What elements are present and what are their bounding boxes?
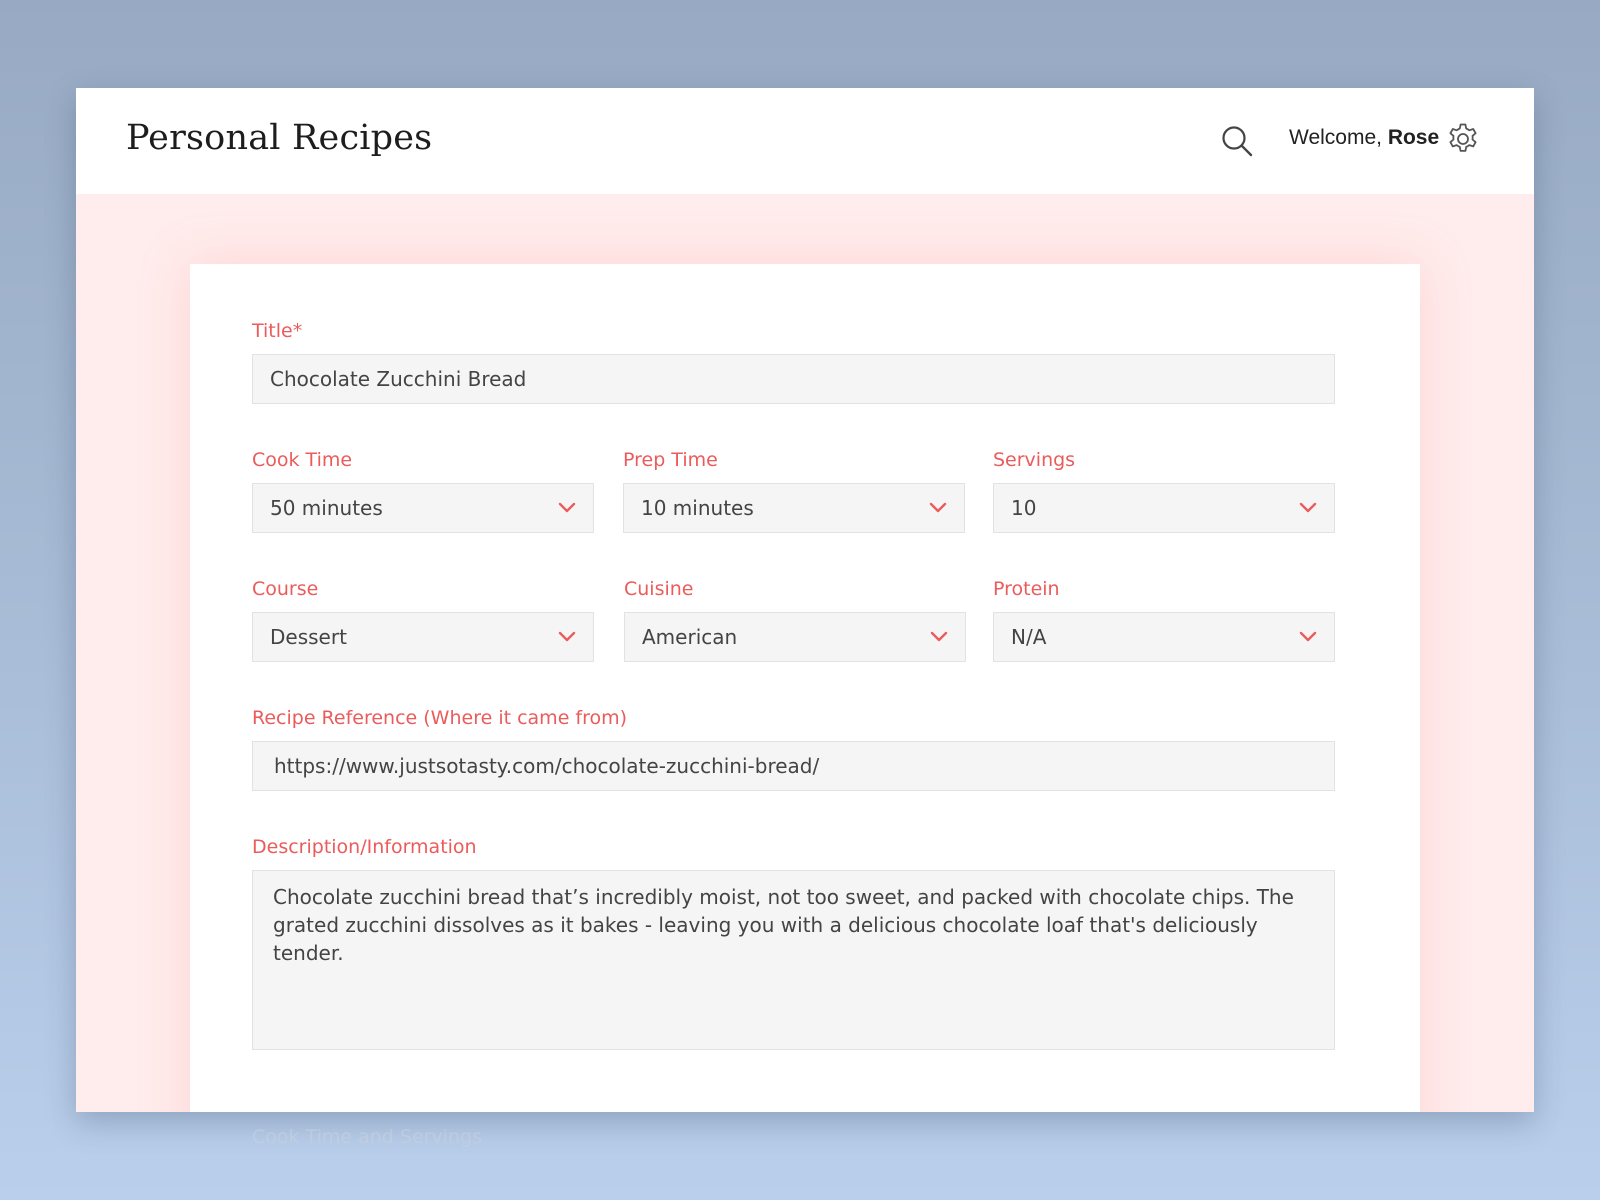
course-select[interactable]: [252, 612, 594, 662]
top-header: [76, 88, 1534, 194]
chevron-down-icon: [557, 628, 577, 646]
course-label: Course: [252, 578, 319, 600]
cook-time-select[interactable]: [252, 483, 594, 533]
reference-label: Recipe Reference (Where it came from): [252, 707, 628, 729]
prep-time-label: Prep Time: [623, 449, 718, 471]
chevron-down-icon: [1298, 499, 1318, 517]
recipe-form-card: [190, 264, 1420, 1112]
servings-select[interactable]: [993, 483, 1335, 533]
chevron-down-icon: [928, 499, 948, 517]
user-name[interactable]: Rose: [1387, 126, 1440, 149]
servings-label: Servings: [993, 449, 1076, 471]
course-value: Dessert: [270, 625, 347, 649]
description-label: Description/Information: [252, 836, 477, 858]
chevron-down-icon: [1298, 628, 1318, 646]
chevron-down-icon: [929, 628, 949, 646]
cuisine-select[interactable]: [624, 612, 966, 662]
cook-time-value: 50 minutes: [270, 496, 383, 520]
description-textarea[interactable]: Chocolate zucchini bread that’s incredibly moist, not too sweet, and packed with chocolate chips. The grated zucchini dissolves as it bakes - leaving you with a delicious chocolate loaf that's deliciously tender.: [252, 870, 1335, 1050]
search-icon[interactable]: [1220, 124, 1254, 158]
gear-icon[interactable]: [1446, 122, 1480, 156]
app-title: Personal Recipes: [126, 118, 433, 158]
next-section-label: Cook Time and Servings: [252, 1126, 482, 1148]
cook-time-label: Cook Time: [252, 449, 353, 471]
servings-value: 10: [1011, 496, 1037, 520]
prep-time-select[interactable]: [623, 483, 965, 533]
title-input[interactable]: Chocolate Zucchini Bread: [252, 354, 1335, 404]
reference-input[interactable]: https://www.justsotasty.com/chocolate-zucchini-bread/: [252, 741, 1335, 791]
welcome-prefix: Welcome,: [1289, 126, 1388, 149]
chevron-down-icon: [557, 499, 577, 517]
protein-select[interactable]: [993, 612, 1335, 662]
content-area: [76, 194, 1534, 1112]
welcome-message: [1289, 126, 1439, 150]
app-window: [76, 88, 1534, 1112]
protein-label: Protein: [993, 578, 1060, 600]
protein-value: N/A: [1011, 625, 1047, 649]
title-label: Title*: [252, 320, 303, 342]
cuisine-value: American: [642, 625, 738, 649]
prep-time-value: 10 minutes: [641, 496, 754, 520]
cuisine-label: Cuisine: [624, 578, 694, 600]
